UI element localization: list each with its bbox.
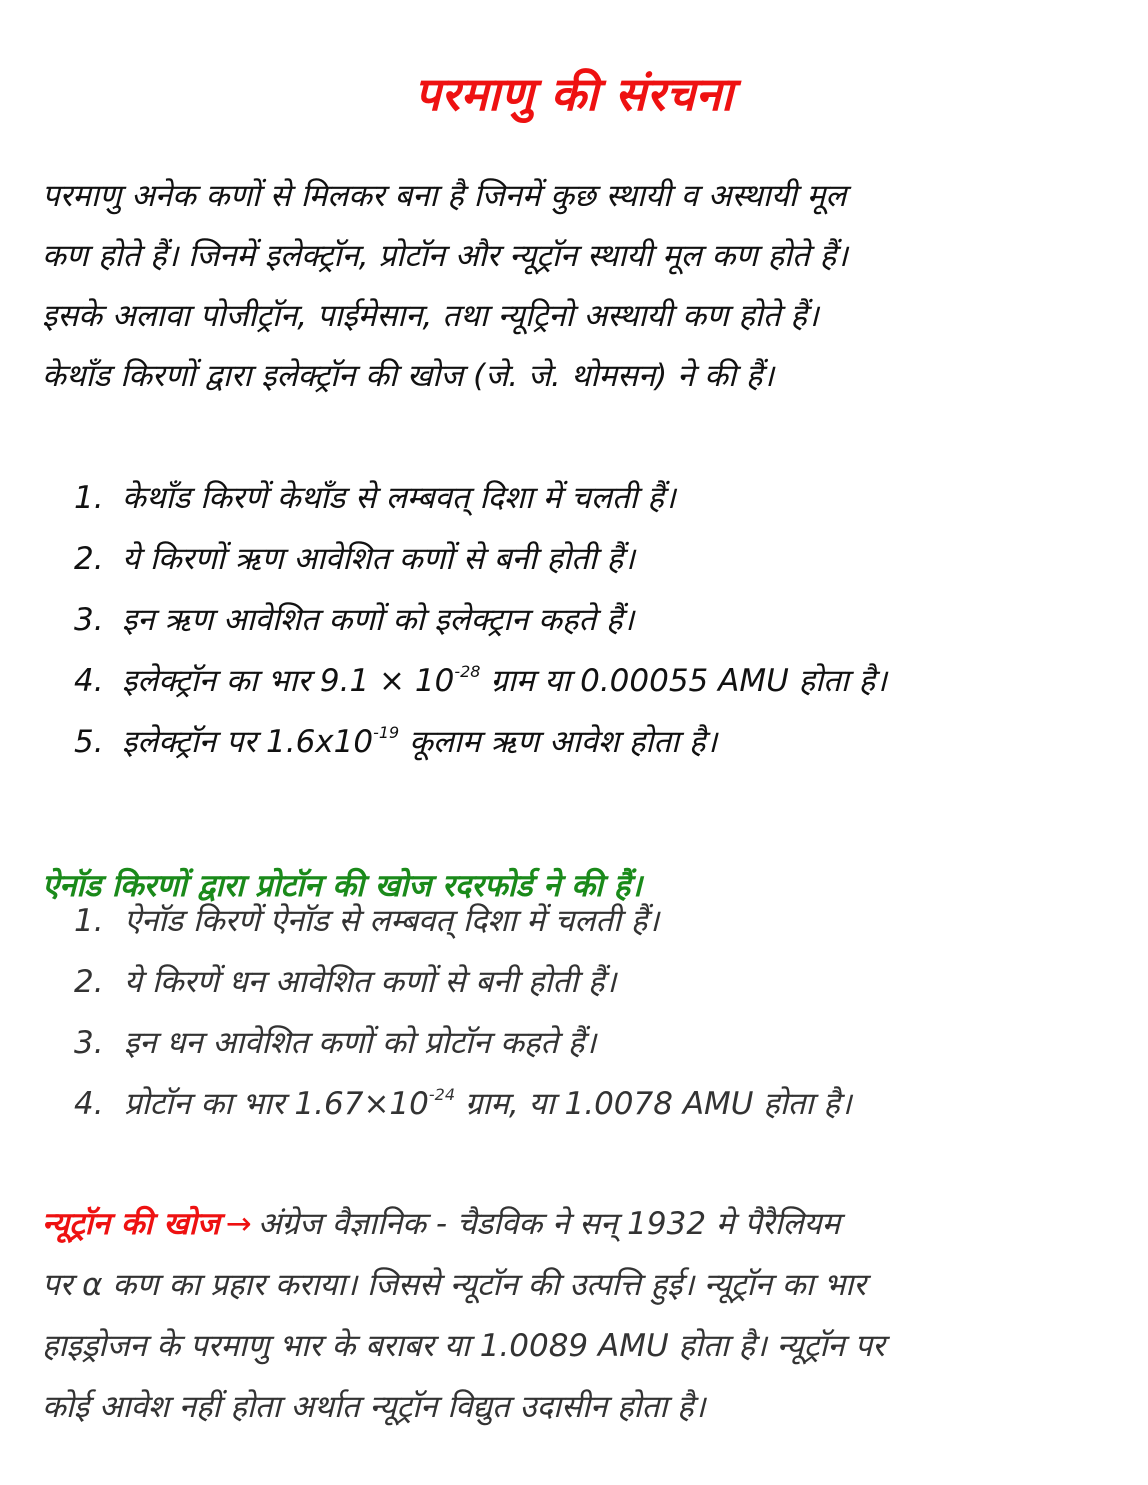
item-text: ये किरणों ऋण आवेशित कणों से बनी होती हैं। [122,541,635,577]
item-text: ऐनॉड किरणें ऐनॉड से लम्बवत् दिशा में चलती हैं। [124,903,660,939]
neutron-paragraph [42,1194,1122,1438]
list-item [74,1074,1124,1135]
proton-section-heading: ऐनॉड किरणों द्वारा प्रोटॉन की खोज रदरफोर्ड ने की हैं। [42,867,642,904]
list-item [74,952,1124,1013]
item-number: 3. [74,1025,104,1061]
list-item [74,590,1124,651]
proton-points-list [74,891,1124,1135]
item-number: 1. [74,480,104,516]
item-number: 3. [74,602,104,638]
intro-line: कण होते हैं। जिनमें इलेक्ट्रॉन, प्रोटॉन और न्यूट्रॉन स्थायी मूल कण होते हैं। [42,238,848,274]
neutron-line-text: अंग्रेज वैज्ञानिक - चैडविक ने सन् 1932 मे पैरैलियम [257,1206,841,1242]
neutron-section-heading: न्यूट्रॉन की खोज [42,1206,220,1242]
item-number: 5. [74,724,104,760]
item-text: इन धन आवेशित कणों को प्रोटॉन कहते हैं। [124,1025,597,1061]
item-number: 4. [74,1086,104,1122]
exponent: -24 [428,1085,456,1104]
list-item [74,468,1124,529]
item-text: इन ऋण आवेशित कणों को इलेक्ट्रान कहते हैं। [122,602,635,638]
item-text: ग्राम, या 1.0078 AMU होता है। [455,1086,852,1122]
item-text: केथाँड किरणें केथाँड से लम्बवत् दिशा में चलती हैं। [122,480,676,516]
page-title: परमाणु की संरचना [414,66,734,121]
item-text: इलेक्ट्रॉन का भार 9.1 × 10 [122,663,455,699]
intro-line: केथाँड किरणों द्वारा इलेक्ट्रॉन की खोज (जे. जे. थोमसन) ने की हैं। [42,358,775,394]
list-item [74,529,1124,590]
item-text: प्रोटॉन का भार 1.67×10 [124,1086,429,1122]
item-text: ग्राम या 0.00055 AMU होता है। [480,663,887,699]
neutron-first-line [42,1194,1122,1255]
right-arrow-icon: → [225,1206,252,1242]
item-number: 4. [74,663,104,699]
list-item [74,712,1124,773]
list-item [74,651,1124,712]
item-number: 2. [74,541,104,577]
item-number: 2. [74,964,104,1000]
exponent: -19 [373,723,400,742]
intro-line: इसके अलावा पोजीट्रॉन, पाईमेसान, तथा न्यूट्रिनो अस्थायी कण होते हैं। [42,298,819,334]
neutron-line: हाइड्रोजन के परमाणु भार के बराबर या 1.0089 AMU होता है। न्यूट्रॉन पर [42,1328,885,1364]
item-text: इलेक्ट्रॉन पर 1.6x10 [122,724,374,760]
list-item [74,1013,1124,1074]
list-item [74,891,1124,952]
intro-line: परमाणु अनेक कणों से मिलकर बना है जिनमें कुछ स्थायी व अस्थायी मूल [42,178,847,214]
item-number: 1. [74,903,104,939]
neutron-line: कोई आवेश नहीं होता अर्थात न्यूट्रॉन विद्युत उदासीन होता है। [42,1389,706,1425]
item-text: कूलाम ऋण आवेश होता है। [399,724,718,760]
exponent: -28 [454,662,481,681]
neutron-line: पर α कण का प्रहार कराया। जिससे न्यूटॉन की उत्पत्ति हुई। न्यूट्रॉन का भार [42,1267,866,1303]
electron-points-list [74,468,1124,773]
item-text: ये किरणें धन आवेशित कणों से बनी होती हैं। [124,964,617,1000]
intro-paragraph [42,166,1122,406]
